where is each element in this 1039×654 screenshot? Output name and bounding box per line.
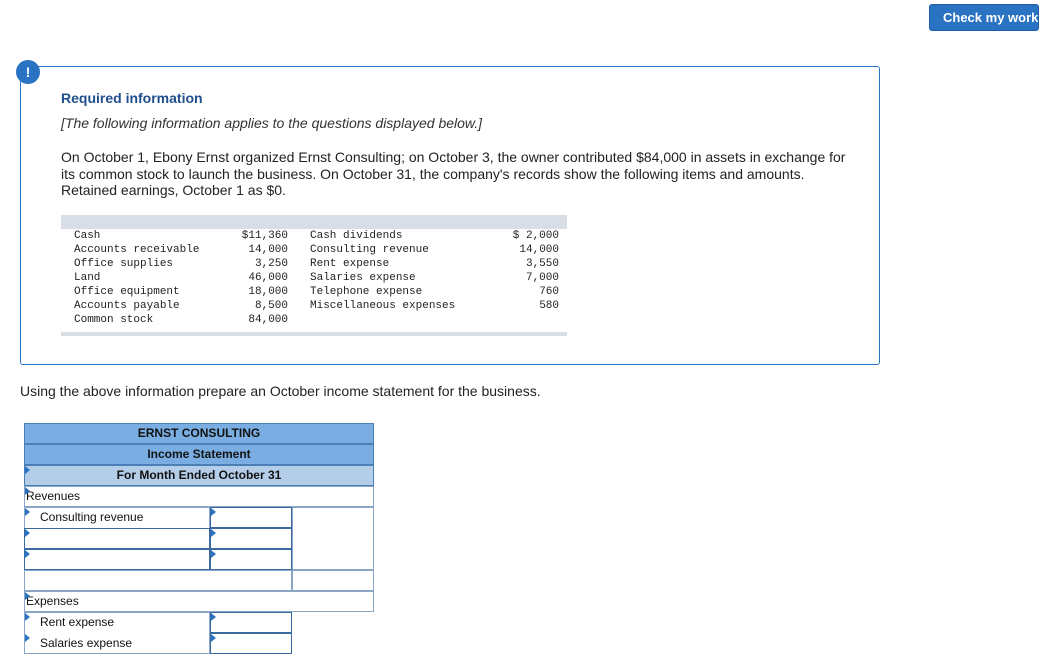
rent-expense-amount-input[interactable] [210,612,292,633]
salaries-expense-amount-input[interactable] [210,633,292,654]
account-name: Cash dividends [310,230,403,242]
dropdown-marker-icon [211,613,216,621]
revenues-label: Revenues [26,489,81,503]
account-amount: 3,550 [525,258,559,270]
table-row [61,285,567,299]
check-my-work-button[interactable]: Check my work [929,4,1039,31]
company-name-header: ERNST CONSULTING [24,423,374,444]
dropdown-marker-icon [25,466,30,474]
account-amount: 580 [539,300,559,312]
account-name: Accounts payable [74,300,180,312]
statement-period-header[interactable]: For Month Ended October 31 [24,465,374,486]
account-amount: 46,000 [248,272,288,284]
dropdown-marker-icon [25,550,30,558]
dropdown-marker-icon [211,550,216,558]
account-amount: 84,000 [248,314,288,326]
account-name: Telephone expense [310,286,423,298]
account-name: Consulting revenue [310,244,429,256]
account-amount: 3,250 [254,258,288,270]
dropdown-marker-icon [25,592,30,600]
consulting-revenue-label: Consulting revenue [40,510,144,524]
account-amount: 760 [539,286,559,298]
expenses-label: Expenses [26,594,79,608]
account-name: Salaries expense [310,272,416,284]
table-row [61,229,567,243]
required-info-note: [The following information applies to the questions displayed below.] [61,115,483,131]
total-column-block [292,507,374,570]
revenue-account-input[interactable] [24,549,210,570]
account-amount: 7,000 [525,272,559,284]
dropdown-marker-icon [25,613,30,621]
account-name: Land [74,272,101,284]
statement-title-header: Income Statement [24,444,374,465]
dropdown-marker-icon [25,487,30,495]
account-name: Common stock [74,314,154,326]
account-name: Rent expense [310,258,390,270]
dropdown-marker-icon [211,508,216,516]
dropdown-marker-icon [211,529,216,537]
revenue-account-input[interactable] [24,528,210,549]
table-row [61,299,567,313]
consulting-revenue-amount-input[interactable] [210,507,292,528]
account-name: Accounts receivable [74,244,200,256]
account-amount: 8,500 [254,300,288,312]
account-amount: $11,360 [241,230,288,242]
table-row [61,257,567,271]
dropdown-marker-icon [25,634,30,642]
total-revenues-amount-cell[interactable] [292,570,374,591]
account-amount: 14,000 [519,244,559,256]
revenue-amount-input[interactable] [210,549,292,570]
dropdown-marker-icon [211,634,216,642]
account-amount: $ 2,000 [512,230,559,242]
instructions-text: Using the above information prepare an October income statement for the business. [20,383,541,399]
required-info-title: Required information [61,90,203,106]
required-information-panel [20,66,880,365]
table-row [61,313,567,327]
revenue-amount-input[interactable] [210,528,292,549]
table-row [61,243,567,257]
dropdown-marker-icon [25,529,30,537]
account-amount: 14,000 [248,244,288,256]
salaries-expense-label: Salaries expense [40,636,133,650]
dropdown-marker-icon [25,508,30,516]
account-balances-table [61,215,567,336]
account-name: Office supplies [74,258,174,270]
rent-expense-label: Rent expense [40,615,115,629]
alert-icon: ! [16,60,40,84]
account-name: Office equipment [74,286,180,298]
table-row [61,271,567,285]
total-revenues-row[interactable] [24,570,292,591]
account-name: Cash [74,230,101,242]
account-amount: 18,000 [248,286,288,298]
problem-description: On October 1, Ebony Ernst organized Ernst Consulting; on October 3, the owner contributed $84,000 in assets in exchange for its common stock to launch the business. On October 31, the company's records show the following items and amounts. Retained earnings, October 1 as $0. [61,149,846,198]
account-name: Miscellaneous expenses [310,300,456,312]
